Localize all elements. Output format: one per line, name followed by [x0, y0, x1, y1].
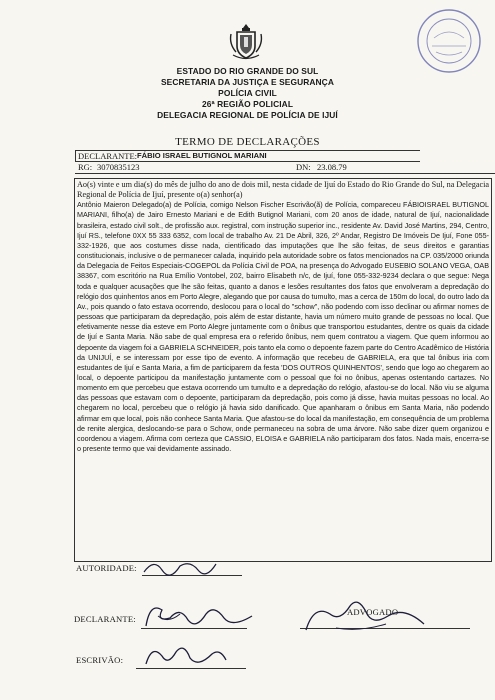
dn-value: 23.08.79 [317, 162, 347, 172]
declarant-label: DECLARANTE: [78, 151, 138, 161]
autoridade-signature [140, 556, 220, 578]
state-crest-icon [227, 22, 265, 62]
header-secretariat: SECRETARIA DA JUSTIÇA E SEGURANÇA [161, 77, 334, 87]
statement-body: Antônio Maieron Delegado(a) de Polícia, comigo Nelson Fischer Escrivão(ã) de Polícia, compareceu FÁBIOISRAEL BUTIGNOL MARIANI, filho(a) de Jairo Ernesto Mariani e de Edith Butignol Mariani, com 20 anos de idade, natural de Ijuí, nacionalidade brasileira, estado civil solt., de profissão aux. registral, com instrução superior inc., residente Av. David José Martins, 294, Centro, Ijuí RS., telefone 0XX 55 333 6352, com local de trabalho Av. 21 De Abril, 326, 2º Andar, Registro De Imóveis De Ijuí, Fone 055-332-1926, que aos costumes disse nada, cientificado das imputações que lhe são feitas, de seus direitos e garantias constitucionais, inclusive o de permanecer calada, inquirido pela autoridade sobre os fatos mencionados na CP. 035/2000 oriunda da Delegacia de Feitos Especiais-COGEPOL da Polícia Civil de POA, na presença do Advogado EUSEBIO SOLANO VEGA, OAB 38367, com escritório na Rua Emílio Vontobel, 202, bairro Elisabeth n/c, de Ijuí, fone 055-332-9234 declara o que segue: Nega toda e qualquer acusações que lhe são feitas, quanto a danos e lesões resultantes dos fatos que envolveram a depredação do relógio dos quinhentos anos em Porto Alegre, alegando que por causa do tumulto, mas a cerca de 150m do local, do outro lado da Av., pois quando o fato estava ocorrendo, deslocou para o local do "schow", não podendo com isso declinar ou afirmar nomes de pessoas que participaram da depredação, pois além de estar distante, havia um número muito grande de pessoas no local. Que efetivamente nesse dia esteve em Porto Alegre juntamente com o ônibus que transportou estudantes, dentre os quais da cidade de Ijuí e Santa Maria. Não sabe de qual empresa era o referido ônibus, nem quem contratou a viagem. Que quem informou ao depoente da viagem foi a GABRIELA SCHNEIDER, pois tanto ela como o depoente fazem parte do Centro Acadêmico de História da UNIJUÍ, e se interessam por esse tipo de evento. A informação que recebeu de GABRIELA, era que tal ônibus iria com estudantes de Ijuí e Santa Maria, a fim de participarem da festa 'DOS OUTROS QUINHENTOS', sendo que logo ao chegarem ao local, o depoente participou da manifestação juntamente com o pessoal que foi no ônibus, apenas ostentando cartazes. No momento em que percebeu que estava ocorrendo um tumulto e a depredação do relógio, afastou-se do local. Não viu se alguma das pessoas que estavam com o depoente, participaram da depredação, pois como já disse, havia muitas pessoas no local. Ao chegarem no local, percebeu que o relógio já havia sido danificado. Que apanharam o ônibus em Santa Maria, não podendo afirmar em que local, pois não conhece Santa Maria. Que afastou-se do local da manifestação, em consequência de um problema de renite alergica, deslocando-se para o Schow, onde permaneceu na sobra de uma árvore. Não sabe dizer quem organizou e coordenou a viagem. Afirma com certeza que CASSIO, ELOISA e GABRIELA não participaram dos fatos. Nada mais, encerra-se o presente termo que vai devidamente assinado. [77, 200, 489, 454]
autoridade-label: AUTORIDADE: [76, 563, 137, 573]
escrivao-label: ESCRIVÃO: [76, 655, 124, 665]
header-region: 26ª REGIÃO POLICIAL [201, 99, 294, 109]
declarant-name: FÁBIO ISRAEL BUTIGNOL MARIANI [137, 151, 267, 160]
advogado-signature [300, 594, 430, 638]
header-police: POLÍCIA CIVIL [218, 88, 277, 98]
header-state: ESTADO DO RIO GRANDE DO SUL [176, 66, 319, 76]
statement-text [77, 180, 489, 454]
rg-value: 3070835123 [97, 162, 140, 172]
advogado-label: ADVOGADO [347, 607, 399, 617]
divider [75, 173, 495, 174]
statement-opening: Ao(s) vinte e um dia(s) do mês de julho do ano de dois mil, nesta cidade de Ijuí do Estado do Rio Grande do Sul, na Delegacia Regional de Polícia de Ijuí, presente o(a) senhor(a) [77, 180, 489, 200]
document-title: TERMO DE DECLARAÇÕES [175, 136, 320, 148]
header-delegacia: DELEGACIA REGIONAL DE POLÍCIA DE IJUÍ [157, 110, 338, 120]
dn-label: DN: [296, 162, 311, 172]
escrivao-signature [140, 640, 230, 672]
rg-label: RG: [78, 162, 93, 172]
document-header [0, 66, 495, 121]
declarante-signature [140, 596, 260, 636]
declarante-label: DECLARANTE: [74, 614, 136, 624]
